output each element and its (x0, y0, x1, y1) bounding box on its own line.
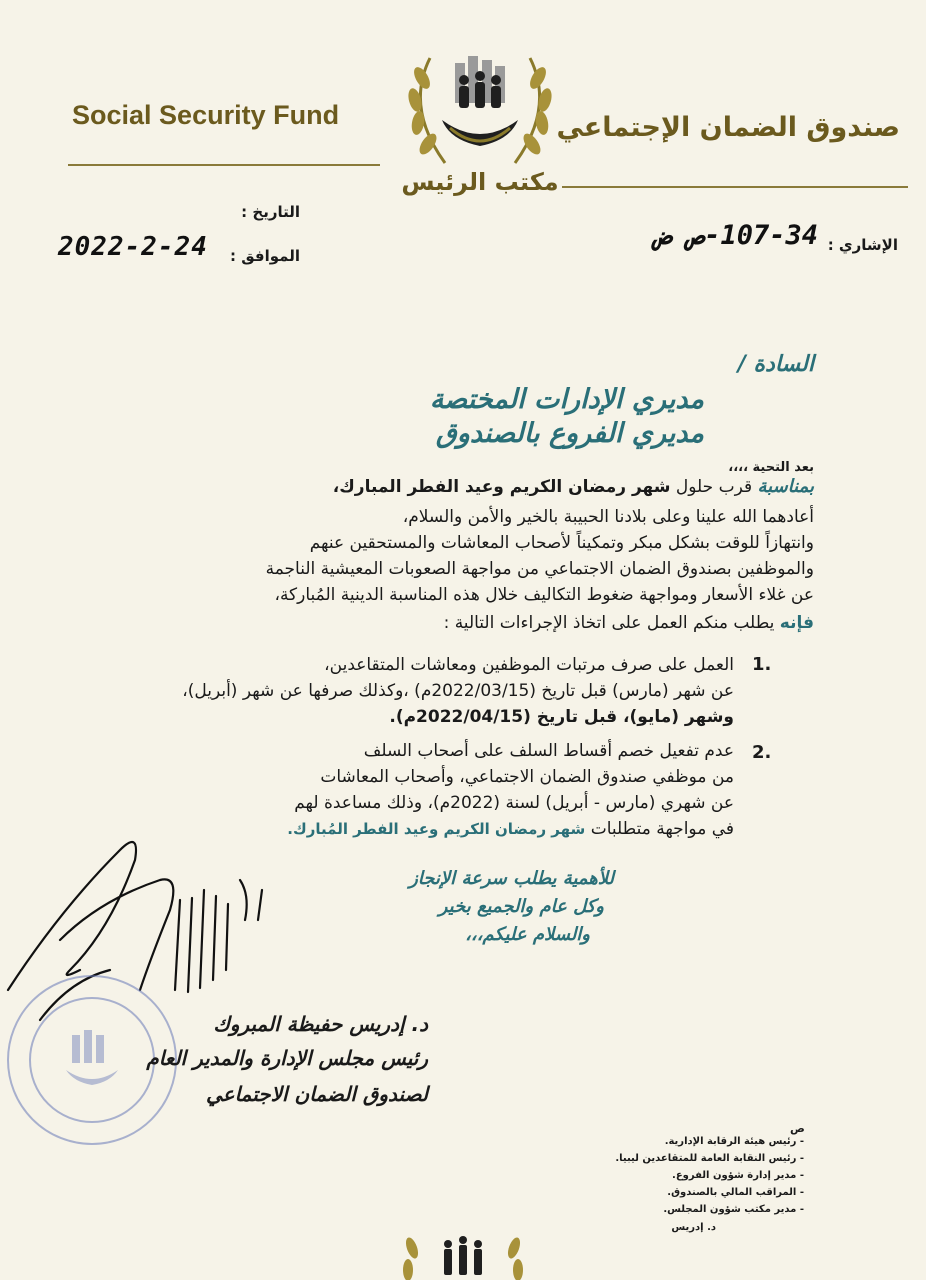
item-2-line-1: عدم تفعيل خصم أقساط السلف على أصحاب السلف (363, 741, 734, 761)
signatory-title-1: رئيس مجلس الإدارة والمدير العام (146, 1046, 428, 1070)
signatory-title-2: لصندوق الضمان الاجتماعي (205, 1082, 428, 1106)
occasion-lead: بمناسبة (757, 476, 814, 497)
cc-marker: ص (790, 1122, 805, 1135)
item-2-line-4 (287, 816, 734, 842)
item-1-line-1: العمل على صرف مرتبات الموظفين ومعاشات المتقاعدين، (324, 655, 734, 675)
header-rule-left (68, 164, 380, 166)
header-rule-right (562, 186, 908, 188)
closing-line-1: للأهمية يطلب سرعة الإنجاز (409, 868, 614, 889)
paragraph-line-1 (333, 474, 814, 500)
request-text: يطلب منكم العمل على اتخاذ الإجراءات التالية : (443, 613, 775, 633)
ref-label: الإشاري : (827, 236, 898, 254)
cc-item-5: - مدير مكتب شؤون المجلس. (663, 1204, 804, 1215)
cc-item-3: - مدير إدارة شؤون الفروع. (672, 1170, 804, 1181)
org-name-en: Social Security Fund (72, 100, 340, 130)
item-2-line-2: من موظفي صندوق الضمان الاجتماعي، وأصحاب المعاشات (320, 767, 734, 787)
item-2-text: في مواجهة متطلبات (590, 819, 734, 839)
cc-item-4: - المراقب المالي بالصندوق. (667, 1187, 804, 1198)
greeting: بعد التحية ،،،، (728, 460, 814, 475)
item-1-line-2: عن شهر (مارس) قبل تاريخ (2022/03/15م) ،وكذلك صرفها عن شهر (أبريل)، (182, 681, 734, 701)
paragraph-line-3: وانتهازاً للوقت بشكل مبكر وتمكيناً لأصحاب المعاشات والمستحقين عنهم (309, 533, 814, 553)
fund-emblem-logo (400, 28, 560, 188)
office-label: مكتب الرئيس (401, 168, 559, 196)
paragraph-text: قرب حلول (675, 477, 753, 497)
corr-date-value: 2022-2-24 (58, 232, 208, 262)
request-lead: فإنه (779, 613, 814, 633)
item-2-occasion: شهر رمضان الكريم وعيد الفطر المُبارك. (287, 820, 586, 838)
list-number-2: 2. (752, 742, 772, 763)
date-label: التاريخ : (241, 203, 300, 221)
corr-date-label: الموافق : (230, 247, 300, 265)
list-number-1: 1. (752, 654, 772, 675)
addressee-line-1: مديري الإدارات المختصة (429, 384, 704, 415)
signatory-name: د. إدريس حفيظة المبروك (213, 1012, 428, 1036)
paragraph-line-5: عن غلاء الأسعار ومواجهة ضغوط التكاليف خلال هذه المناسبة الدينية المُباركة، (274, 585, 814, 605)
footer-emblem-logo (398, 1218, 528, 1280)
addressee-line-2: مديري الفروع بالصندوق (435, 418, 704, 449)
cc-item-2: - رئيس النقابة العامة للمتقاعدين ليبيا. (615, 1153, 804, 1164)
paragraph-line-4: والموظفين بصندوق الضمان الاجتماعي من مواجهة الصعوبات المعيشية الناجمة (265, 559, 814, 579)
item-1-line-3: وشهر (مايو)، قبل تاريخ (2022/04/15م). (389, 707, 734, 727)
paragraph-line-2: أعادهما الله علينا وعلى بلادنا الحبيبة بالخير والأمن والسلام، (402, 507, 814, 527)
addressee-salutation: السادة / (737, 352, 814, 377)
occasion-name: شهر رمضان الكريم وعيد الفطر المبارك، (332, 477, 671, 497)
request-line (444, 610, 814, 636)
cc-item-1: - رئيس هيئة الرقابة الإدارية. (664, 1136, 804, 1147)
item-2-line-3: عن شهري (مارس - أبريل) لسنة (2022م)، وذلك مساعدة لهم (294, 793, 734, 813)
ref-value: 107-34-ص ض (655, 220, 818, 251)
org-name-ar: صندوق الضمان الإجتماعي (556, 112, 900, 143)
closing-line-2: وكل عام والجميع بخير (438, 896, 604, 917)
closing-line-3: والسلام عليكم،،، (465, 924, 590, 945)
cc-footer: د. إدريس (671, 1222, 716, 1233)
